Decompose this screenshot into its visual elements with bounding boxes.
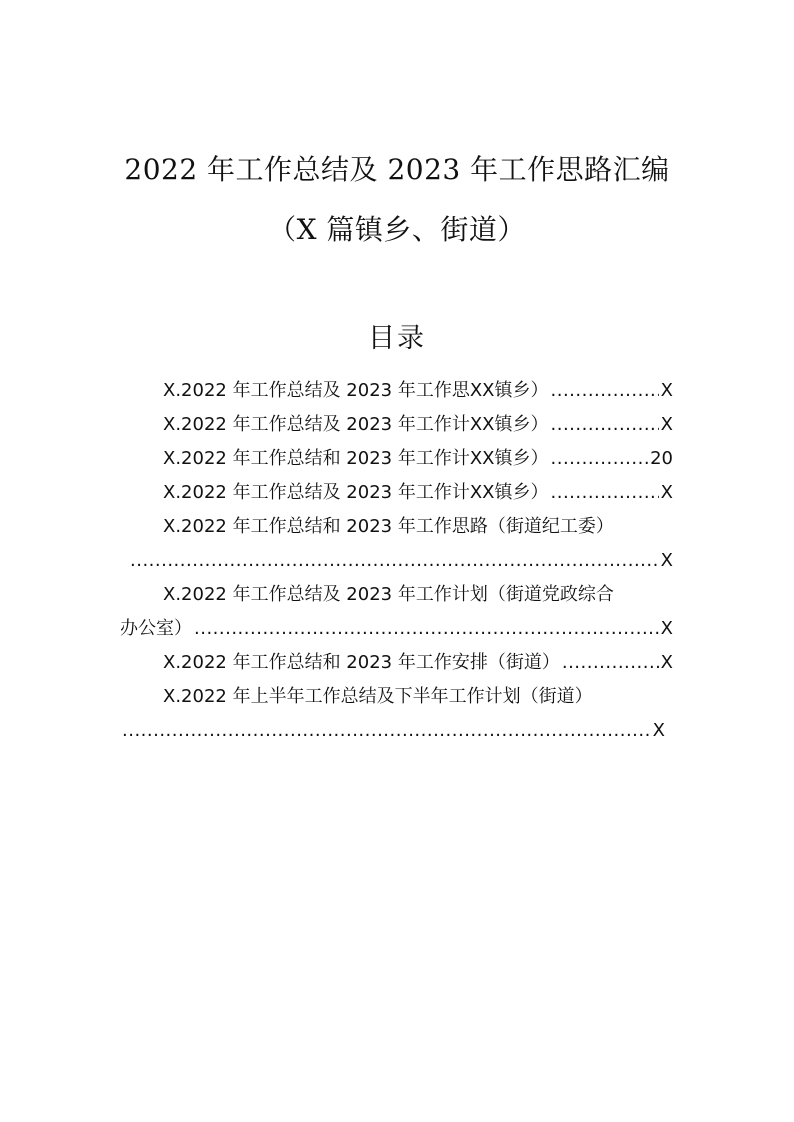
document-subtitle: （X 篇镇乡、街道）	[268, 213, 526, 246]
toc-dot-leader	[122, 714, 651, 748]
toc-entry-title: X.2022 年工作总结及 2023 年工作计XX镇乡）	[163, 482, 549, 503]
toc-entry-page: X	[660, 482, 673, 503]
document-title: 2022 年工作总结及 2023 年工作思路汇编	[124, 153, 670, 186]
toc-dot-leader	[130, 544, 659, 578]
toc-dot-leader	[194, 612, 659, 646]
toc-entry[interactable]	[163, 646, 673, 680]
toc-entry-page: X	[652, 720, 665, 741]
toc-dot-leader	[551, 408, 659, 442]
toc-dot-leader	[551, 442, 649, 476]
toc-entry-page: X	[660, 550, 673, 571]
toc-entry-page: X	[660, 618, 673, 639]
toc-entry-title-continued: 办公室）	[120, 618, 192, 639]
toc-dot-leader	[562, 646, 659, 680]
toc-entry[interactable]	[163, 374, 673, 408]
toc-entry-title: X.2022 年工作总结及 2023 年工作计XX镇乡）	[163, 414, 549, 435]
toc-entry-title: X.2022 年工作总结和 2023 年工作思路（街道纪工委）	[163, 516, 614, 537]
toc-entry-title: X.2022 年工作总结和 2023 年工作计XX镇乡）	[163, 448, 549, 469]
toc-entry-title: X.2022 年工作总结及 2023 年工作思XX镇乡）	[163, 380, 549, 401]
toc-entry-title: X.2022 年上半年工作总结及下半年工作计划（街道）	[163, 686, 593, 707]
toc-entry[interactable]	[163, 408, 673, 442]
toc-entry-leader-line	[120, 714, 665, 748]
toc-dot-leader	[551, 374, 659, 408]
toc-entry-title: X.2022 年工作总结及 2023 年工作计划（街道党政综合	[163, 584, 614, 605]
toc-entry-leader-line	[128, 544, 673, 578]
toc-entry-page: X	[660, 414, 673, 435]
toc-dot-leader	[551, 476, 659, 510]
toc-entry-title: X.2022 年工作总结和 2023 年工作安排（街道）	[163, 652, 560, 673]
toc-entry[interactable]	[163, 476, 673, 510]
toc-entry-leader-line	[120, 612, 673, 646]
toc-entry-page: 20	[650, 448, 673, 469]
toc-heading: 目录	[368, 323, 426, 354]
toc-entry[interactable]	[163, 442, 673, 476]
toc-entry-page: X	[660, 380, 673, 401]
toc-entry-page: X	[660, 652, 673, 673]
